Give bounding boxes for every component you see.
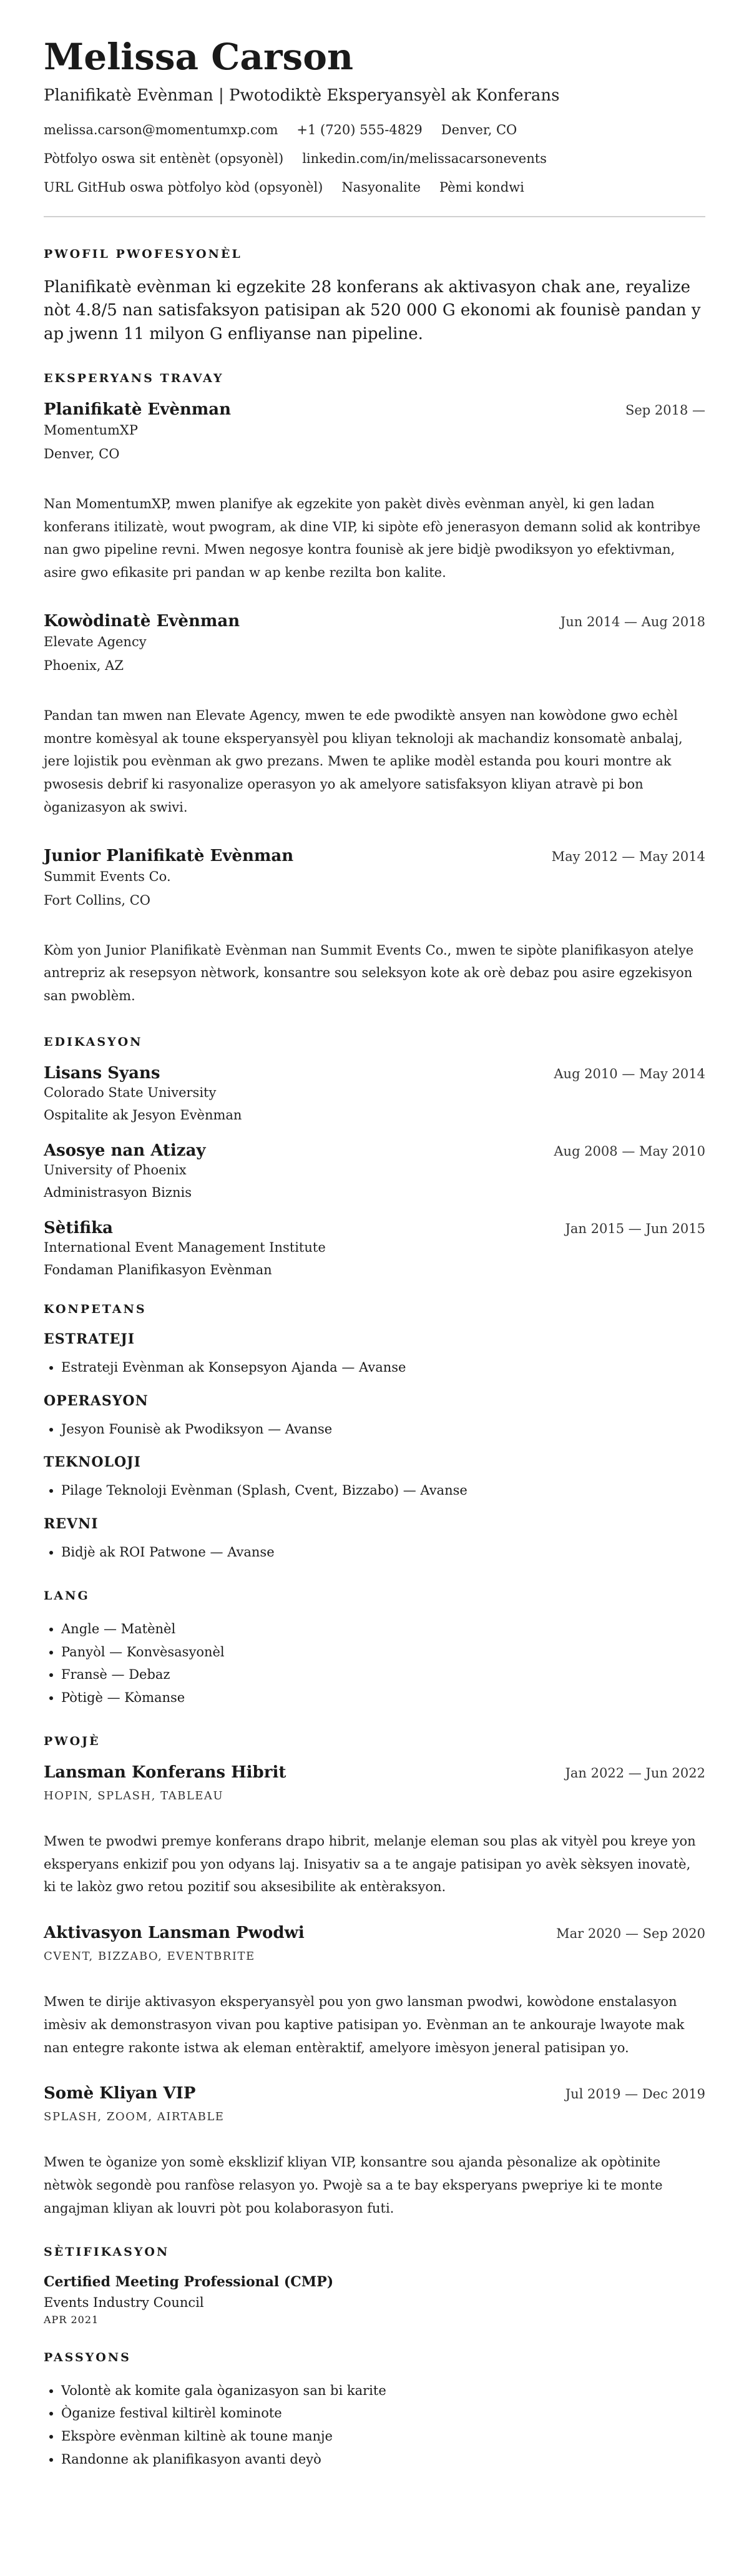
project-description: Mwen te pwodwi premye konferans drapo hibrit, melanje eleman sou plas ak vityèl pou kreye yon eksperyans enkizif pou yon odyans laj. Inisyativ sa a te angaje patisipan yo avèk sèksyen inovatè, ki te lakòz gwo retou pozitif sou aksesibilite ak entèraksyon. xyxy=(44,1833,696,1895)
education-dates: Aug 2008 — May 2010 xyxy=(554,1143,705,1159)
project-tech: CVENT, BIZZABO, EVENTBRITE xyxy=(44,1950,255,1964)
education-entry xyxy=(44,1064,705,1123)
education-degree: Sètifika xyxy=(44,1218,113,1237)
resume-header xyxy=(44,37,705,195)
education-school: International Event Management Institute xyxy=(44,1239,326,1255)
language-item: • Fransè — Debaz xyxy=(61,1663,705,1686)
project-entry xyxy=(44,1924,705,2059)
experience-description: Kòm yon Junior Planifikatè Evènman nan Summit Events Co., mwen te sipòte planifikasyon atelye antrepriz ak resepsyon nètwork, konsantre sou seleksyon kote ak orè debaz pou asire egzekisyon san pwoblèm. xyxy=(44,942,694,1004)
contact-linkedin[interactable]: linkedin.com/in/melissacarsonevents xyxy=(302,150,547,166)
interest-item: • Volontè ak komite gala òganizasyon san bi karite xyxy=(61,2379,705,2402)
experience-role: Kowòdinatè Evènman xyxy=(44,611,240,631)
education-school: University of Phoenix xyxy=(44,1162,187,1177)
candidate-headline: Planifikatè Evènman | Pwotodiktè Eksperyansyèl ak Konferans xyxy=(44,86,560,105)
experience-entry xyxy=(44,612,705,819)
education-degree: Lisans Syans xyxy=(44,1063,160,1083)
experience-dates: Jun 2014 — Aug 2018 xyxy=(560,614,705,629)
project-name: Lansman Konferans Hibrit xyxy=(44,1762,286,1782)
certification-entry xyxy=(44,2274,705,2326)
project-name: Aktivasyon Lansman Pwodwi xyxy=(44,1924,305,1943)
skill-group xyxy=(44,1454,705,1502)
skill-group xyxy=(44,1331,705,1379)
section-title-projects: PWOJÈ xyxy=(44,1734,100,1748)
skill-group-title: ESTRATEJI xyxy=(44,1330,135,1347)
experience-role: Planifikatè Evènman xyxy=(44,400,232,419)
experience-location: Fort Collins, CO xyxy=(44,892,151,908)
education-entry xyxy=(44,1141,705,1200)
skill-item: • Estrateji Evènman ak Konsepsyon Ajanda — Avanse xyxy=(61,1356,705,1379)
skill-item: • Jesyon Founisè ak Pwodiksyon — Avanse xyxy=(61,1418,705,1441)
experience-role: Junior Planifikatè Evènman xyxy=(44,846,294,865)
language-item: • Angle — Matènèl xyxy=(61,1618,705,1641)
interest-item: • Òganize festival kiltirèl kominote xyxy=(61,2402,705,2425)
header-divider xyxy=(44,216,705,217)
section-title-experience: EKSPERYANS TRAVAY xyxy=(44,371,224,385)
certification-issuer: Events Industry Council xyxy=(44,2294,204,2310)
contact-permit: Pèmi kondwi xyxy=(439,179,524,195)
project-description: Mwen te dirije aktivasyon eksperyansyèl pou yon gwo lansman pwodwi, kowòdone enstalasyon imèsiv ak demonstrasyon vivan pou kaptive patisipan yo. Evènman an te ankouraje lwayote mak nan entegre rakonte istwa ak eleman entèraktif, amelyore imèsyon jeneral patisipan yo. xyxy=(44,1994,685,2055)
skill-group xyxy=(44,1393,705,1441)
experience-entry xyxy=(44,847,705,1008)
project-tech: HOPIN, SPLASH, TABLEAU xyxy=(44,1789,224,1802)
interest-item: • Randonne ak planifikasyon avanti deyò xyxy=(61,2448,705,2471)
experience-location: Phoenix, AZ xyxy=(44,657,124,673)
experience-company: Summit Events Co. xyxy=(44,868,171,884)
language-item: • Pòtigè — Kòmanse xyxy=(61,1686,705,1709)
experience-section xyxy=(44,371,705,1008)
contact-row-extra xyxy=(44,180,705,195)
interests-section xyxy=(44,2351,705,2471)
project-dates: Jul 2019 — Dec 2019 xyxy=(565,2087,705,2102)
education-field: Administrasyon Biznis xyxy=(44,1184,192,1200)
contact-email[interactable]: melissa.carson@momentumxp.com xyxy=(44,122,278,137)
section-title-summary: PWOFIL PWOFESYONÈL xyxy=(44,247,242,261)
section-title-languages: LANG xyxy=(44,1588,90,1603)
experience-dates: Sep 2018 — xyxy=(625,402,705,418)
skill-group-title: TEKNOLOJI xyxy=(44,1454,141,1471)
experience-entry xyxy=(44,400,705,584)
experience-description: Nan MomentumXP, mwen planifye ak egzekite yon pakèt divès evènman anyèl, ki gen ladan konferans itilizatè, wout pwogram, ak dine VIP, ki sipòte efò jenerasyon demann solid ak kontribye nan gwo pipeline revni. Mwen negosye kontra founisè ak jere bidjè pwodiksyon yo efektivman, asire gwo efikasite pri pandan w ap kenbe rezilta bon kalite. xyxy=(44,496,701,581)
summary-text: Planifikatè evènman ki egzekite 28 konferans ak aktivasyon chak ane, reyalize nòt 4.8/5 nan satisfaksyon patisipan ak 520 000 G ekonomi ak founisè pandan y ap jwenn 11 milyon G enfliyanse nan pipeline. xyxy=(44,277,701,344)
experience-company: Elevate Agency xyxy=(44,634,147,649)
experience-description: Pandan tan mwen nan Elevate Agency, mwen te ede pwodiktè ansyen nan kowòdone gwo echèl montre komèsyal ak toune eksperyansyèl pou kliyan teknoloji ak machandiz konsomatè anbalaj, jere lojistik pou evènman ak gwo prezans. Mwen te aplike modèl estanda pou kouri montre ak pwosesis debrif ki rasyonalize operasyon yo ak amelyore satisfaksyon kliyan atravè pi bon òganizasyon ak swivi. xyxy=(44,707,683,815)
contact-nationality: Nasyonalite xyxy=(341,179,421,195)
education-school: Colorado State University xyxy=(44,1084,217,1100)
contact-row-primary xyxy=(44,122,705,137)
skill-item: • Bidjè ak ROI Patwone — Avanse xyxy=(61,1541,705,1564)
experience-location: Denver, CO xyxy=(44,446,120,461)
project-entry xyxy=(44,2084,705,2220)
interest-item: • Ekspòre evènman kiltinè ak toune manje xyxy=(61,2425,705,2448)
contact-row-links xyxy=(44,151,705,166)
language-item: • Panyòl — Konvèsasyonèl xyxy=(61,1641,705,1664)
education-dates: Aug 2010 — May 2014 xyxy=(554,1066,705,1081)
contact-phone[interactable]: +1 (720) 555-4829 xyxy=(296,122,423,137)
project-entry xyxy=(44,1763,705,1899)
projects-section xyxy=(44,1734,705,2220)
certifications-section xyxy=(44,2245,705,2326)
project-dates: Mar 2020 — Sep 2020 xyxy=(556,1926,705,1942)
education-section xyxy=(44,1035,705,1277)
education-field: Fondaman Planifikasyon Evènman xyxy=(44,1262,272,1277)
education-entry xyxy=(44,1219,705,1277)
experience-company: MomentumXP xyxy=(44,422,138,438)
skill-group-title: OPERASYON xyxy=(44,1392,149,1409)
section-title-education: EDIKASYON xyxy=(44,1035,143,1049)
summary-section xyxy=(44,247,705,347)
project-tech: SPLASH, ZOOM, AIRTABLE xyxy=(44,2110,225,2124)
project-description: Mwen te òganize yon somè eksklizif kliyan VIP, konsantre sou ajanda pèsonalize ak opòtinite nètwòk segondè pou ranfòse relasyon yo. Pwojè sa a te bay eksperyans pwepriye ki te monte angajman kliyan ak louvri pòt pou kolaborasyon futi. xyxy=(44,2155,663,2216)
skill-group-title: REVNI xyxy=(44,1516,99,1533)
skill-group xyxy=(44,1516,705,1564)
project-dates: Jan 2022 — Jun 2022 xyxy=(565,1765,705,1781)
languages-section xyxy=(44,1589,705,1709)
education-dates: Jan 2015 — Jun 2015 xyxy=(565,1221,705,1236)
certification-name: Certified Meeting Professional (CMP) xyxy=(44,2273,334,2290)
contact-portfolio[interactable]: Pòtfolyo oswa sit entènèt (opsyonèl) xyxy=(44,150,284,166)
contact-github[interactable]: URL GitHub oswa pòtfolyo kòd (opsyonèl) xyxy=(44,179,323,195)
section-title-skills: KONPETANS xyxy=(44,1302,147,1316)
project-name: Somè Kliyan VIP xyxy=(44,2084,196,2103)
education-degree: Asosye nan Atizay xyxy=(44,1141,206,1160)
section-title-interests: PASSYONS xyxy=(44,2350,131,2364)
skill-item: • Pilage Teknoloji Evènman (Splash, Cvent, Bizzabo) — Avanse xyxy=(61,1479,705,1502)
contact-location: Denver, CO xyxy=(441,122,517,137)
experience-dates: May 2012 — May 2014 xyxy=(551,848,705,864)
certification-date: APR 2021 xyxy=(44,2313,99,2326)
section-title-certifications: SÈTIFIKASYON xyxy=(44,2244,170,2259)
skills-section xyxy=(44,1302,705,1564)
candidate-name: Melissa Carson xyxy=(44,36,354,78)
education-field: Ospitalite ak Jesyon Evènman xyxy=(44,1107,242,1123)
